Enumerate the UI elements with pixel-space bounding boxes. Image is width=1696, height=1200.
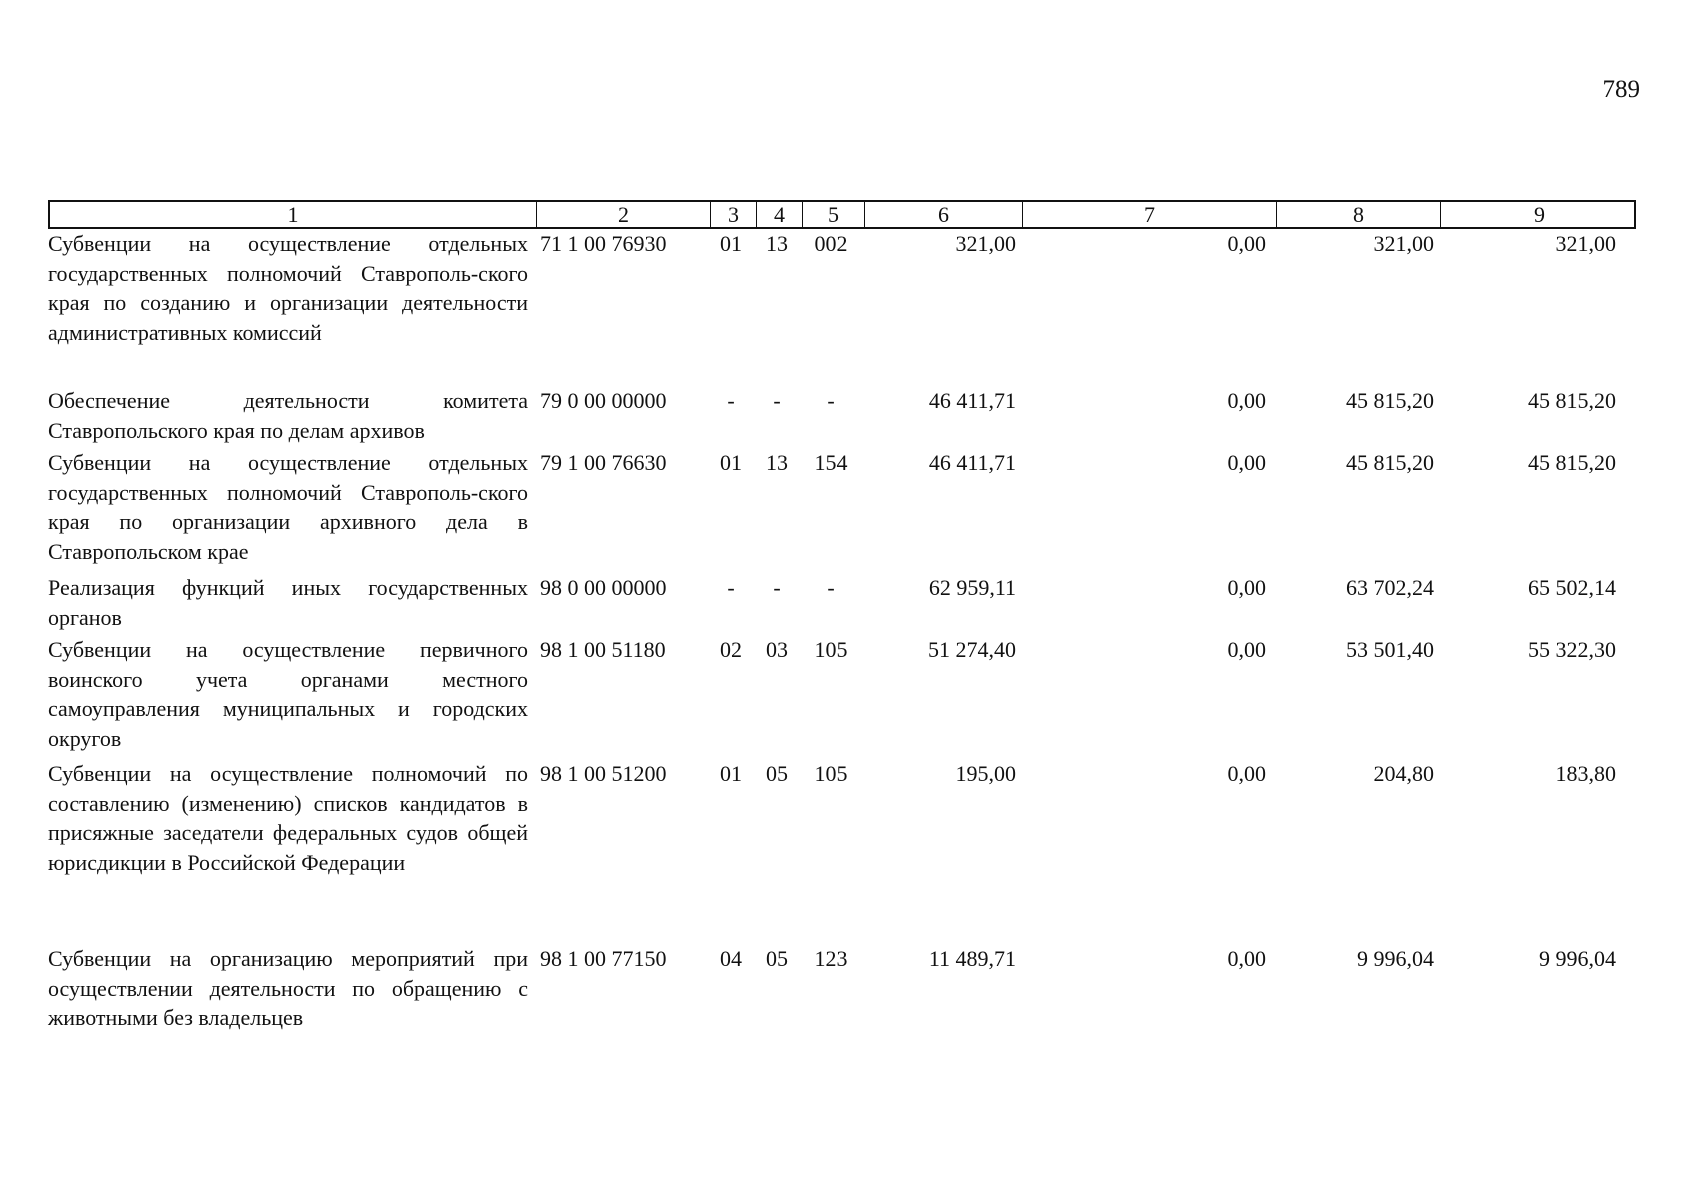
row-col-7: 0,00 bbox=[1227, 231, 1266, 256]
budget-table bbox=[48, 200, 1636, 1040]
row-description: Субвенции на осуществление отдельных государственных полномочий Ставрополь-ского края по организации архивного дела в Ставропольском крае bbox=[48, 450, 528, 564]
row-col-8: 321,00 bbox=[1373, 231, 1434, 256]
row-col-8: 9 996,04 bbox=[1357, 946, 1434, 971]
row-description: Обеспечение деятельности комитета Ставропольского края по делам архивов bbox=[48, 388, 528, 443]
row-col-8: 63 702,24 bbox=[1346, 575, 1434, 600]
column-header-7: 7 bbox=[1022, 202, 1276, 228]
row-col-3: - bbox=[727, 388, 735, 413]
row-col-7: 0,00 bbox=[1227, 450, 1266, 475]
column-header-5: 5 bbox=[802, 202, 864, 228]
table-row bbox=[48, 944, 1636, 1040]
row-col-4: - bbox=[773, 388, 781, 413]
row-col-8: 53 501,40 bbox=[1346, 637, 1434, 662]
row-col-3: 01 bbox=[720, 450, 742, 475]
table-row bbox=[48, 635, 1636, 759]
column-header-2: 2 bbox=[536, 202, 710, 228]
row-code: 79 0 00 00000 bbox=[540, 388, 667, 413]
row-description: Субвенции на организацию мероприятий при осуществлении деятельности по обращению с животными без владельцев bbox=[48, 946, 528, 1030]
row-col-6: 11 489,71 bbox=[928, 946, 1016, 971]
row-col-3: 01 bbox=[720, 761, 742, 786]
row-code: 98 1 00 51200 bbox=[540, 761, 667, 786]
row-code: 98 1 00 77150 bbox=[540, 946, 667, 971]
row-col-6: 46 411,71 bbox=[928, 388, 1016, 413]
table-header-row bbox=[48, 200, 1636, 229]
column-header-1: 1 bbox=[287, 202, 299, 227]
column-header-3: 3 bbox=[710, 202, 756, 228]
column-header-6: 6 bbox=[864, 202, 1022, 228]
row-col-7: 0,00 bbox=[1227, 637, 1266, 662]
row-col-5: - bbox=[827, 388, 835, 413]
row-col-4: - bbox=[773, 575, 781, 600]
row-col-9: 45 815,20 bbox=[1528, 450, 1616, 475]
row-description: Субвенции на осуществление полномочий по составлению (изменению) списков кандидатов в присяжные заседатели федеральных судов общей юрисдикции в Российской Федерации bbox=[48, 761, 528, 875]
row-col-4: 03 bbox=[766, 637, 788, 662]
row-col-5: 105 bbox=[814, 637, 848, 662]
row-description: Субвенции на осуществление первичного воинского учета органами местного самоуправления муниципальных и городских округов bbox=[48, 637, 528, 751]
row-description: Реализация функций иных государственных органов bbox=[48, 575, 528, 630]
row-col-6: 321,00 bbox=[955, 231, 1016, 256]
row-col-9: 321,00 bbox=[1555, 231, 1616, 256]
page-number: 789 bbox=[1602, 76, 1640, 103]
row-col-9: 9 996,04 bbox=[1539, 946, 1616, 971]
row-col-7: 0,00 bbox=[1227, 388, 1266, 413]
row-code: 98 0 00 00000 bbox=[540, 575, 667, 600]
row-col-5: 002 bbox=[814, 231, 848, 256]
row-col-4: 13 bbox=[766, 450, 788, 475]
row-col-7: 0,00 bbox=[1227, 575, 1266, 600]
row-col-4: 13 bbox=[766, 231, 788, 256]
row-col-6: 46 411,71 bbox=[928, 450, 1016, 475]
row-col-7: 0,00 bbox=[1227, 761, 1266, 786]
column-header-8: 8 bbox=[1276, 202, 1440, 228]
row-col-6: 62 959,11 bbox=[928, 575, 1016, 600]
row-col-8: 45 815,20 bbox=[1346, 388, 1434, 413]
row-col-9: 183,80 bbox=[1555, 761, 1616, 786]
row-col-3: 02 bbox=[720, 637, 742, 662]
row-col-6: 51 274,40 bbox=[928, 637, 1016, 662]
row-col-3: 04 bbox=[720, 946, 742, 971]
row-col-3: 01 bbox=[720, 231, 742, 256]
row-col-3: - bbox=[727, 575, 735, 600]
table-row bbox=[48, 386, 1636, 448]
row-col-6: 195,00 bbox=[955, 761, 1016, 786]
row-col-5: 154 bbox=[814, 450, 848, 475]
row-col-9: 55 322,30 bbox=[1528, 637, 1616, 662]
row-col-8: 204,80 bbox=[1373, 761, 1434, 786]
table-row bbox=[48, 448, 1636, 573]
row-col-9: 45 815,20 bbox=[1528, 388, 1616, 413]
row-col-4: 05 bbox=[766, 761, 788, 786]
row-col-5: - bbox=[827, 575, 835, 600]
row-col-5: 123 bbox=[814, 946, 848, 971]
table-row bbox=[48, 759, 1636, 944]
row-code: 71 1 00 76930 bbox=[540, 231, 667, 256]
row-col-5: 105 bbox=[814, 761, 848, 786]
table-row bbox=[48, 229, 1636, 386]
row-description: Субвенции на осуществление отдельных государственных полномочий Ставрополь-ского края по созданию и организации деятельности административных комиссий bbox=[48, 231, 528, 345]
row-col-8: 45 815,20 bbox=[1346, 450, 1434, 475]
column-header-9: 9 bbox=[1440, 202, 1638, 228]
row-col-4: 05 bbox=[766, 946, 788, 971]
row-code: 98 1 00 51180 bbox=[540, 637, 666, 662]
row-col-7: 0,00 bbox=[1227, 946, 1266, 971]
table-row bbox=[48, 573, 1636, 635]
row-code: 79 1 00 76630 bbox=[540, 450, 667, 475]
row-col-9: 65 502,14 bbox=[1528, 575, 1616, 600]
column-header-4: 4 bbox=[756, 202, 802, 228]
